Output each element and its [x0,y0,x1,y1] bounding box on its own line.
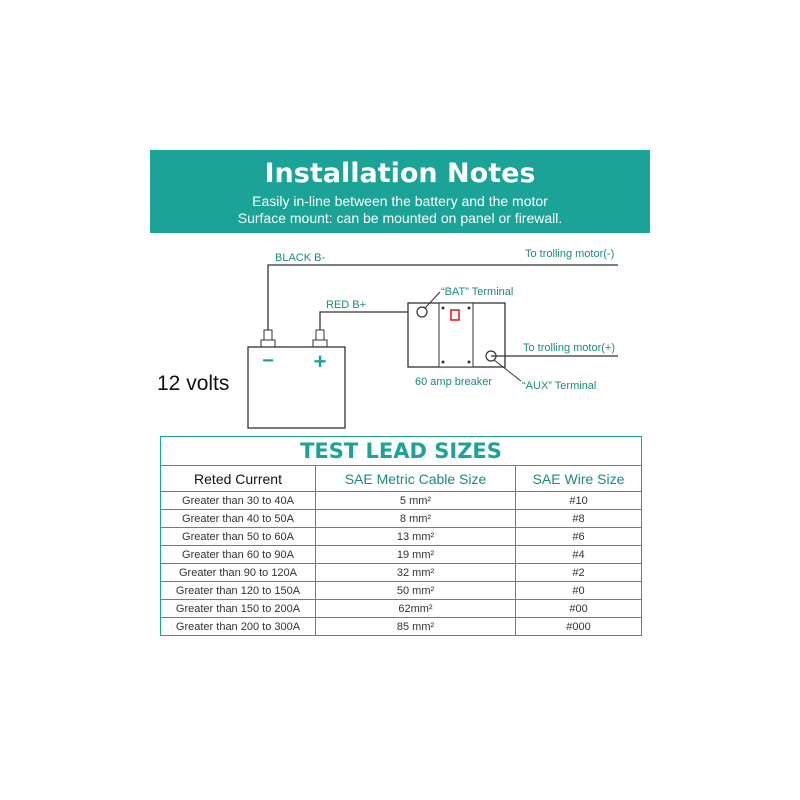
rated-current-cell: Greater than 30 to 40A [161,492,316,510]
rated-current-cell: Greater than 150 to 200A [161,600,316,618]
test-lead-sizes-table [160,436,642,636]
wire-size-cell: #10 [516,492,642,510]
wire-size-cell: #8 [516,510,642,528]
table-title: TEST LEAD SIZES [161,437,642,466]
battery-voltage-label: 12 volts [157,372,230,395]
header-wire-size: SAE Wire Size [516,466,642,492]
red-positive-wire [320,312,422,332]
table-row [161,564,642,582]
wire-size-cell: #2 [516,564,642,582]
table-row [161,546,642,564]
table-caption-row [161,437,642,466]
wire-size-cell: #6 [516,528,642,546]
banner-subtitle-line1: Easily in-line between the battery and the motor [252,193,548,209]
aux-terminal-leader [494,360,521,381]
to-motor-positive-label: To trolling motor(+) [523,342,616,354]
rated-current-cell: Greater than 120 to 150A [161,582,316,600]
table-row [161,510,642,528]
metric-size-cell: 13 mm² [316,528,516,546]
breaker-rating-label: 60 amp breaker [415,376,493,388]
banner-subtitle-line2: Surface mount: can be mounted on panel or firewall. [237,210,563,226]
metric-size-cell: 32 mm² [316,564,516,582]
metric-size-cell: 85 mm² [316,618,516,636]
table-row [161,528,642,546]
metric-size-cell: 5 mm² [316,492,516,510]
rated-current-cell: Greater than 90 to 120A [161,564,316,582]
wire-size-cell: #000 [516,618,642,636]
rated-current-cell: Greater than 200 to 300A [161,618,316,636]
red-wire-label: RED B+ [326,299,367,311]
banner-title: Installation Notes [264,158,536,189]
table-row [161,600,642,618]
metric-size-cell: 50 mm² [316,582,516,600]
metric-size-cell: 62mm² [316,600,516,618]
battery-minus-sign: − [262,350,274,372]
table-row [161,492,642,510]
rated-current-cell: Greater than 40 to 50A [161,510,316,528]
negative-terminal-post [261,330,275,347]
wire-size-cell: #00 [516,600,642,618]
bat-terminal-screw [417,307,427,317]
aux-terminal-label: “AUX” Terminal [522,380,597,392]
wire-size-cell: #0 [516,582,642,600]
table-row [161,582,642,600]
metric-size-cell: 19 mm² [316,546,516,564]
battery-plus-sign: + [313,349,327,374]
metric-size-cell: 8 mm² [316,510,516,528]
rated-current-cell: Greater than 60 to 90A [161,546,316,564]
black-wire-label: BLACK B- [275,252,326,264]
table-header-row [161,466,642,492]
bat-terminal-label: “BAT” Terminal [441,286,514,298]
header-rated-current: Reted Current [161,466,316,492]
table-row [161,618,642,636]
positive-terminal-post [313,330,327,347]
wire-size-cell: #4 [516,546,642,564]
header-metric-cable-size: SAE Metric Cable Size [316,466,516,492]
to-motor-negative-label: To trolling motor(-) [525,248,615,260]
rated-current-cell: Greater than 50 to 60A [161,528,316,546]
